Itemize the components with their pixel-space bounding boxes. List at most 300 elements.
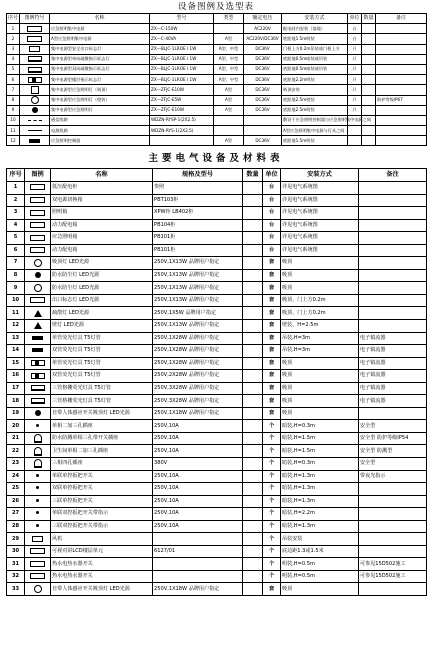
rect-x-symbol-icon bbox=[31, 373, 45, 379]
materials-legend-cell bbox=[25, 558, 51, 571]
materials-note-cell bbox=[359, 407, 427, 420]
half-symbol-icon bbox=[34, 459, 42, 468]
materials-name-cell: 照明箱 bbox=[51, 207, 153, 220]
materials-unit-cell: 个 bbox=[263, 533, 281, 546]
materials-unit-cell: 套 bbox=[263, 320, 281, 333]
equipment-type-cell bbox=[214, 126, 244, 136]
materials-spec-cell: 250V,1X13W 品牌用户指定 bbox=[153, 320, 243, 333]
equipment-note-cell bbox=[376, 44, 427, 54]
materials-qty-cell bbox=[243, 294, 263, 307]
materials-qty-cell bbox=[243, 395, 263, 408]
circ-symbol-icon bbox=[34, 284, 42, 292]
sq-symbol-icon bbox=[31, 86, 39, 94]
materials-spec-cell: 250V,10A bbox=[153, 508, 243, 521]
materials-note-cell bbox=[359, 545, 427, 558]
equipment-unit-cell bbox=[348, 126, 362, 136]
table-row bbox=[7, 545, 427, 558]
circ-f-symbol-icon bbox=[35, 410, 41, 416]
materials-qty-cell bbox=[243, 282, 263, 295]
table-row bbox=[7, 357, 427, 370]
materials-no-cell: 5 bbox=[7, 232, 25, 245]
materials-unit-cell: 个 bbox=[263, 495, 281, 508]
equipment-name-cell: 集中电源型应急照明灯（吸顶） bbox=[50, 85, 150, 95]
materials-note-cell bbox=[359, 307, 427, 320]
materials-header-cell: 规格及型号 bbox=[153, 169, 243, 182]
materials-no-cell: 12 bbox=[7, 320, 25, 333]
materials-name-cell: 风机 bbox=[51, 533, 153, 546]
equipment-mount-cell: 吸顶安装 bbox=[282, 85, 348, 95]
materials-unit-cell: 个 bbox=[263, 483, 281, 496]
materials-legend-cell bbox=[25, 181, 51, 194]
equipment-mount-cell: A型应急照明集中电源与灯具之间 bbox=[282, 126, 348, 136]
equipment-model-cell: ZX—BLJC-1LROE I 1W bbox=[150, 64, 214, 74]
materials-spec-cell: 250V,1X5W 品牌用户指定 bbox=[153, 307, 243, 320]
materials-qty-cell bbox=[243, 370, 263, 383]
materials-unit-cell: 套 bbox=[263, 294, 281, 307]
materials-spec-cell: 6127/01 bbox=[153, 545, 243, 558]
equipment-legend-cell bbox=[20, 24, 50, 34]
materials-mount-cell: 明装,H=0.5m bbox=[281, 570, 359, 583]
materials-mount-cell: 吊装,H=3m bbox=[281, 332, 359, 345]
materials-qty-cell bbox=[243, 307, 263, 320]
materials-no-cell: 32 bbox=[7, 570, 25, 583]
materials-note-cell: 可参见15D502施工 bbox=[359, 570, 427, 583]
equipment-model-cell: ZX—ZFJC-E5W bbox=[150, 95, 214, 105]
materials-spec-cell: 250V,2X28W 品牌用户指定 bbox=[153, 370, 243, 383]
table-row bbox=[7, 445, 427, 458]
materials-spec-cell: 250V,1X13W 品牌用户指定 bbox=[153, 257, 243, 270]
materials-no-cell: 33 bbox=[7, 583, 25, 596]
materials-legend-cell bbox=[25, 495, 51, 508]
materials-legend-cell bbox=[25, 445, 51, 458]
equipment-note-cell bbox=[376, 24, 427, 34]
materials-unit-cell: 套 bbox=[263, 345, 281, 358]
materials-qty-cell bbox=[243, 244, 263, 257]
table-row bbox=[7, 95, 427, 105]
materials-note-cell bbox=[359, 269, 427, 282]
equipment-name-cell: 集中电源型应急照明灯 bbox=[50, 105, 150, 115]
materials-note-cell bbox=[359, 320, 427, 333]
materials-legend-cell bbox=[25, 370, 51, 383]
materials-qty-cell bbox=[243, 508, 263, 521]
materials-no-cell: 28 bbox=[7, 520, 25, 533]
equipment-volt-cell: DC36V bbox=[244, 105, 282, 115]
materials-name-cell: 三联双控扳把开关带指示 bbox=[51, 520, 153, 533]
table-row bbox=[7, 345, 427, 358]
materials-unit-cell: 台 bbox=[263, 181, 281, 194]
materials-legend-cell bbox=[25, 583, 51, 596]
materials-legend-cell bbox=[25, 458, 51, 471]
equipment-note-cell bbox=[376, 54, 427, 64]
materials-spec-cell: 250V,10A bbox=[153, 470, 243, 483]
table-row bbox=[7, 64, 427, 74]
materials-spec-cell: 250V,1X13W 品牌用户指定 bbox=[153, 269, 243, 282]
materials-legend-cell bbox=[25, 244, 51, 257]
table-row bbox=[7, 136, 427, 146]
materials-header-cell: 单位 bbox=[263, 169, 281, 182]
equipment-model-cell: ZX—BLJC-1LROE I 1W bbox=[150, 54, 214, 64]
equipment-qty-cell bbox=[362, 95, 376, 105]
table-row bbox=[7, 432, 427, 445]
materials-legend-cell bbox=[25, 269, 51, 282]
equipment-type-cell: A型 bbox=[214, 105, 244, 115]
materials-qty-cell bbox=[243, 445, 263, 458]
equipment-legend-cell bbox=[20, 54, 50, 64]
materials-note-cell: 电子镇流器 bbox=[359, 370, 427, 383]
materials-legend-cell bbox=[25, 520, 51, 533]
materials-spec-cell: PB101柜 bbox=[153, 232, 243, 245]
equipment-qty-cell bbox=[362, 24, 376, 34]
table-row bbox=[7, 115, 427, 125]
materials-unit-cell: 台 bbox=[263, 207, 281, 220]
materials-unit-cell: 个 bbox=[263, 420, 281, 433]
equipment-legend-cell bbox=[20, 85, 50, 95]
equipment-volt-cell: DC36V bbox=[244, 64, 282, 74]
materials-mount-cell: 暗装,H=1.5m bbox=[281, 432, 359, 445]
rect-symbol-icon bbox=[30, 235, 45, 241]
materials-note-cell bbox=[359, 194, 427, 207]
table-row bbox=[7, 257, 427, 270]
materials-no-cell: 24 bbox=[7, 470, 25, 483]
materials-mount-cell: 详见电气系统图 bbox=[281, 244, 359, 257]
materials-mount-cell: 吸顶 bbox=[281, 382, 359, 395]
materials-mount-cell: 吸顶，门上方0.2m bbox=[281, 294, 359, 307]
materials-no-cell: 27 bbox=[7, 508, 25, 521]
equipment-no-cell: 12 bbox=[7, 136, 20, 146]
equipment-model-cell: ZX—ZFJC-E10W bbox=[150, 85, 214, 95]
materials-note-cell bbox=[359, 508, 427, 521]
table-row bbox=[7, 219, 427, 232]
materials-name-cell: 单管荧光灯具 T5灯管 bbox=[51, 357, 153, 370]
equipment-volt-cell: DC36V bbox=[244, 95, 282, 105]
table-row bbox=[7, 269, 427, 282]
table-row bbox=[7, 44, 427, 54]
materials-no-cell: 1 bbox=[7, 181, 25, 194]
materials-qty-cell bbox=[243, 520, 263, 533]
equipment-note-cell bbox=[376, 136, 427, 146]
materials-note-cell: 带夜光指示 bbox=[359, 470, 427, 483]
equipment-model-cell: WDZN-RYSP-1(2X2.5) bbox=[150, 115, 214, 125]
rect-s-symbol-icon bbox=[32, 536, 43, 542]
equipment-name-cell: 通信线路 bbox=[50, 115, 150, 125]
materials-no-cell: 17 bbox=[7, 382, 25, 395]
materials-unit-cell: 台 bbox=[263, 194, 281, 207]
circ-f-symbol-icon bbox=[35, 272, 41, 278]
materials-unit-cell: 套 bbox=[263, 282, 281, 295]
materials-no-cell: 25 bbox=[7, 483, 25, 496]
equipment-name-cell: 应急照明控制器 bbox=[50, 136, 150, 146]
equipment-legend-cell bbox=[20, 126, 50, 136]
equipment-note-cell bbox=[376, 64, 427, 74]
rect-d-symbol-icon bbox=[28, 67, 42, 73]
materials-legend-cell bbox=[25, 219, 51, 232]
materials-no-cell: 14 bbox=[7, 345, 25, 358]
materials-no-cell: 19 bbox=[7, 407, 25, 420]
equipment-model-cell: ZX—C-150W bbox=[150, 24, 214, 34]
materials-no-cell: 2 bbox=[7, 194, 25, 207]
materials-legend-cell bbox=[25, 194, 51, 207]
materials-qty-cell bbox=[243, 495, 263, 508]
equipment-note-cell bbox=[376, 115, 427, 125]
equipment-volt-cell: AC220V/DC36V bbox=[244, 34, 282, 44]
materials-note-cell: 安全型 bbox=[359, 420, 427, 433]
materials-spec-cell bbox=[153, 533, 243, 546]
equipment-volt-cell: AC220V bbox=[244, 24, 282, 34]
materials-mount-cell: 详见电气系统图 bbox=[281, 232, 359, 245]
equipment-legend-cell bbox=[20, 115, 50, 125]
equipment-no-cell: 6 bbox=[7, 75, 20, 85]
equipment-name-cell: 集中电源型安全出口标志灯 bbox=[50, 44, 150, 54]
materials-mount-cell: 吸顶 bbox=[281, 269, 359, 282]
equipment-mount-cell: 底距地2.5m壁装 bbox=[282, 95, 348, 105]
materials-qty-cell bbox=[243, 545, 263, 558]
materials-spec-cell: 250V,3X28W 品牌用户指定 bbox=[153, 382, 243, 395]
rect-f-symbol-icon bbox=[29, 139, 40, 143]
materials-qty-cell bbox=[243, 382, 263, 395]
equipment-name-cell: 集中电源型楼层指示标志灯 bbox=[50, 75, 150, 85]
equipment-no-cell: 11 bbox=[7, 126, 20, 136]
materials-name-cell: 疏散灯 LED光源 bbox=[51, 307, 153, 320]
materials-qty-cell bbox=[243, 332, 263, 345]
materials-legend-cell bbox=[25, 282, 51, 295]
materials-no-cell: 23 bbox=[7, 458, 25, 471]
equipment-unit-cell: 只 bbox=[348, 105, 362, 115]
equipment-mount-cell: 底距地2.5m明装 bbox=[282, 105, 348, 115]
rect-symbol-icon bbox=[30, 184, 45, 190]
circ-symbol-icon bbox=[34, 585, 42, 593]
table-row bbox=[7, 495, 427, 508]
materials-header-cell: 序号 bbox=[7, 169, 25, 182]
dot-symbol-icon bbox=[36, 424, 39, 427]
materials-name-cell: 单联双控扳把开关带指示 bbox=[51, 508, 153, 521]
equipment-type-cell bbox=[214, 115, 244, 125]
materials-unit-cell: 套 bbox=[263, 257, 281, 270]
equipment-legend-header-cell: 序号 bbox=[7, 14, 20, 24]
table-row bbox=[7, 520, 427, 533]
equipment-legend-header-cell: 安装方式 bbox=[282, 14, 348, 24]
table-row bbox=[7, 232, 427, 245]
materials-name-cell: 防水防尘灯 LED光源 bbox=[51, 282, 153, 295]
materials-note-cell bbox=[359, 257, 427, 270]
materials-note-cell bbox=[359, 219, 427, 232]
materials-legend-cell bbox=[25, 332, 51, 345]
table-row bbox=[7, 533, 427, 546]
dot-symbol-icon bbox=[36, 499, 39, 502]
materials-no-cell: 30 bbox=[7, 545, 25, 558]
materials-table bbox=[6, 168, 427, 596]
materials-name-cell: 防水防尘灯 LED光源 bbox=[51, 269, 153, 282]
materials-note-cell: 电子镇流器 bbox=[359, 332, 427, 345]
materials-legend-cell bbox=[25, 432, 51, 445]
materials-no-cell: 21 bbox=[7, 432, 25, 445]
table-row bbox=[7, 207, 427, 220]
equipment-qty-cell bbox=[362, 75, 376, 85]
equipment-unit-cell: 只 bbox=[348, 95, 362, 105]
equipment-no-cell: 3 bbox=[7, 44, 20, 54]
equipment-legend-title: 设备图例及选型表 bbox=[177, 2, 254, 12]
circ-symbol-icon bbox=[34, 259, 42, 267]
materials-name-cell: 卫生间单相二加三孔插座 bbox=[51, 445, 153, 458]
materials-qty-cell bbox=[243, 219, 263, 232]
table-row bbox=[7, 382, 427, 395]
materials-qty-cell bbox=[243, 570, 263, 583]
materials-name-cell: 低压配电柜 bbox=[51, 181, 153, 194]
equipment-mount-cell: 底距地1.5m明装 bbox=[282, 34, 348, 44]
materials-spec-cell bbox=[153, 558, 243, 571]
equipment-note-cell bbox=[376, 85, 427, 95]
equipment-legend-header-cell: 类型 bbox=[214, 14, 244, 24]
equipment-volt-cell: DC36V bbox=[244, 75, 282, 85]
equipment-model-cell: ZX—BLJC-1LROE I 1W bbox=[150, 44, 214, 54]
materials-header-cell: 数量 bbox=[243, 169, 263, 182]
equipment-legend-header-cell: 型号 bbox=[150, 14, 214, 24]
materials-mount-cell: 暗装,H=0.3m bbox=[281, 458, 359, 471]
table-row bbox=[7, 420, 427, 433]
equipment-mount-cell: 底距地2.2m明装 bbox=[282, 75, 348, 85]
materials-legend-cell bbox=[25, 395, 51, 408]
equipment-type-cell: A型 bbox=[214, 34, 244, 44]
dot-symbol-icon bbox=[36, 524, 39, 527]
table-row bbox=[7, 558, 427, 571]
materials-no-cell: 18 bbox=[7, 395, 25, 408]
materials-no-cell: 4 bbox=[7, 219, 25, 232]
materials-note-cell bbox=[359, 495, 427, 508]
materials-spec-cell: 250V,1X13W 品牌用户指定 bbox=[153, 294, 243, 307]
materials-note-cell bbox=[359, 533, 427, 546]
materials-note-cell: 安全型 bbox=[359, 458, 427, 471]
table-row bbox=[7, 244, 427, 257]
equipment-model-cell: WDZN-RYS-1(2X2.5) bbox=[150, 126, 214, 136]
equipment-qty-cell bbox=[362, 126, 376, 136]
materials-mount-cell: 底边距1.3或1.5米 bbox=[281, 545, 359, 558]
rect-x-symbol-icon bbox=[31, 360, 45, 366]
table-row bbox=[7, 407, 427, 420]
materials-legend-cell bbox=[25, 570, 51, 583]
half-symbol-icon bbox=[34, 434, 42, 443]
rect-symbol-icon bbox=[30, 573, 45, 579]
materials-no-cell: 7 bbox=[7, 257, 25, 270]
materials-mount-cell: 吸顶 bbox=[281, 407, 359, 420]
equipment-volt-cell: DC36V bbox=[244, 85, 282, 95]
equipment-name-cell: 应急照明集中电源 bbox=[50, 24, 150, 34]
equipment-mount-cell: 配电间内安装（落地） bbox=[282, 24, 348, 34]
materials-legend-cell bbox=[25, 382, 51, 395]
equipment-volt-cell bbox=[244, 115, 282, 125]
materials-name-cell: 动力配电箱 bbox=[51, 244, 153, 257]
materials-note-cell: 电子镇流器 bbox=[359, 382, 427, 395]
equipment-name-cell: A型应急照明集中电源 bbox=[50, 34, 150, 44]
equipment-name-cell: 集中电源型双向疏散指示标志灯 bbox=[50, 64, 150, 74]
materials-spec-cell: 250V,1X28W 品牌用户指定 bbox=[153, 345, 243, 358]
equipment-unit-cell: 只 bbox=[348, 44, 362, 54]
rect-f-symbol-icon bbox=[32, 336, 43, 340]
materials-qty-cell bbox=[243, 232, 263, 245]
dot-symbol-icon bbox=[36, 486, 39, 489]
materials-mount-cell: 吸顶 bbox=[281, 395, 359, 408]
equipment-name-cell: 集中电源型应急照明灯（壁装） bbox=[50, 95, 150, 105]
equipment-qty-cell bbox=[362, 64, 376, 74]
materials-header-cell: 备注 bbox=[359, 169, 427, 182]
materials-name-cell: 自带人体感应开关吸顶灯 LED光源 bbox=[51, 407, 153, 420]
materials-unit-cell: 个 bbox=[263, 570, 281, 583]
materials-note-cell bbox=[359, 583, 427, 596]
materials-name-cell: 应急照明箱 bbox=[51, 232, 153, 245]
materials-mount-cell: 吸顶 bbox=[281, 583, 359, 596]
equipment-qty-cell bbox=[362, 44, 376, 54]
equipment-legend-table bbox=[6, 13, 427, 146]
equipment-qty-cell bbox=[362, 34, 376, 44]
materials-spec-cell bbox=[153, 570, 243, 583]
table-row bbox=[7, 370, 427, 383]
rect-d-symbol-icon bbox=[28, 56, 42, 62]
materials-spec-cell: 250V,3X28W 品牌用户指定 bbox=[153, 395, 243, 408]
rect-symbol-icon bbox=[30, 197, 45, 203]
materials-unit-cell: 套 bbox=[263, 332, 281, 345]
materials-note-cell: 可参见15D502施工 bbox=[359, 558, 427, 571]
materials-legend-cell bbox=[25, 294, 51, 307]
equipment-note-cell bbox=[376, 34, 427, 44]
equipment-unit-cell: 只 bbox=[348, 64, 362, 74]
materials-qty-cell bbox=[243, 357, 263, 370]
equipment-qty-cell bbox=[362, 85, 376, 95]
materials-mount-cell: 暗装,H=1.5m bbox=[281, 445, 359, 458]
equipment-type-cell bbox=[214, 24, 244, 34]
materials-legend-cell bbox=[25, 320, 51, 333]
materials-qty-cell bbox=[243, 583, 263, 596]
materials-mount-cell: 详见电气系统图 bbox=[281, 219, 359, 232]
materials-name-cell: 可视对讲LCD楼层单元 bbox=[51, 545, 153, 558]
materials-no-cell: 29 bbox=[7, 533, 25, 546]
materials-legend-cell bbox=[25, 470, 51, 483]
materials-note-cell: 安全型 防护等级IP54 bbox=[359, 432, 427, 445]
materials-spec-cell: 250V,10A bbox=[153, 495, 243, 508]
dot-symbol-icon bbox=[36, 511, 39, 514]
materials-name-cell: 出口标志灯 LED光源 bbox=[51, 294, 153, 307]
materials-unit-cell: 套 bbox=[263, 357, 281, 370]
equipment-legend-header-cell: 名称 bbox=[50, 14, 150, 24]
materials-legend-cell bbox=[25, 307, 51, 320]
equipment-type-cell: A型 bbox=[214, 85, 244, 95]
materials-unit-cell: 台 bbox=[263, 232, 281, 245]
materials-no-cell: 3 bbox=[7, 207, 25, 220]
materials-header-row bbox=[7, 169, 427, 182]
materials-qty-cell bbox=[243, 432, 263, 445]
equipment-legend-header-cell: 备注 bbox=[376, 14, 427, 24]
table-row bbox=[7, 85, 427, 95]
drawing-sheet bbox=[6, 0, 426, 596]
equipment-unit-cell: 台 bbox=[348, 24, 362, 34]
materials-qty-cell bbox=[243, 558, 263, 571]
materials-name-cell: 动力配电箱 bbox=[51, 219, 153, 232]
materials-mount-cell: 吸顶 bbox=[281, 357, 359, 370]
materials-spec-cell: 250V,1X18W 品牌用户指定 bbox=[153, 583, 243, 596]
equipment-no-cell: 5 bbox=[7, 64, 20, 74]
materials-unit-cell: 个 bbox=[263, 470, 281, 483]
table-row bbox=[7, 395, 427, 408]
materials-no-cell: 31 bbox=[7, 558, 25, 571]
materials-note-cell bbox=[359, 294, 427, 307]
table-row bbox=[7, 24, 427, 34]
materials-mount-cell: 暗装,H=1.3m bbox=[281, 495, 359, 508]
equipment-type-cell: A型 bbox=[214, 136, 244, 146]
equipment-model-cell: ZX—C-40VA bbox=[150, 34, 214, 44]
materials-name-cell: 单联单控扳把开关 bbox=[51, 470, 153, 483]
materials-mount-cell: 吸顶 bbox=[281, 257, 359, 270]
equipment-no-cell: 8 bbox=[7, 95, 20, 105]
dot-symbol-icon bbox=[36, 474, 39, 477]
rect-d-symbol-icon bbox=[31, 385, 45, 391]
equipment-mount-cell: 底距地1.5m明装 bbox=[282, 136, 348, 146]
